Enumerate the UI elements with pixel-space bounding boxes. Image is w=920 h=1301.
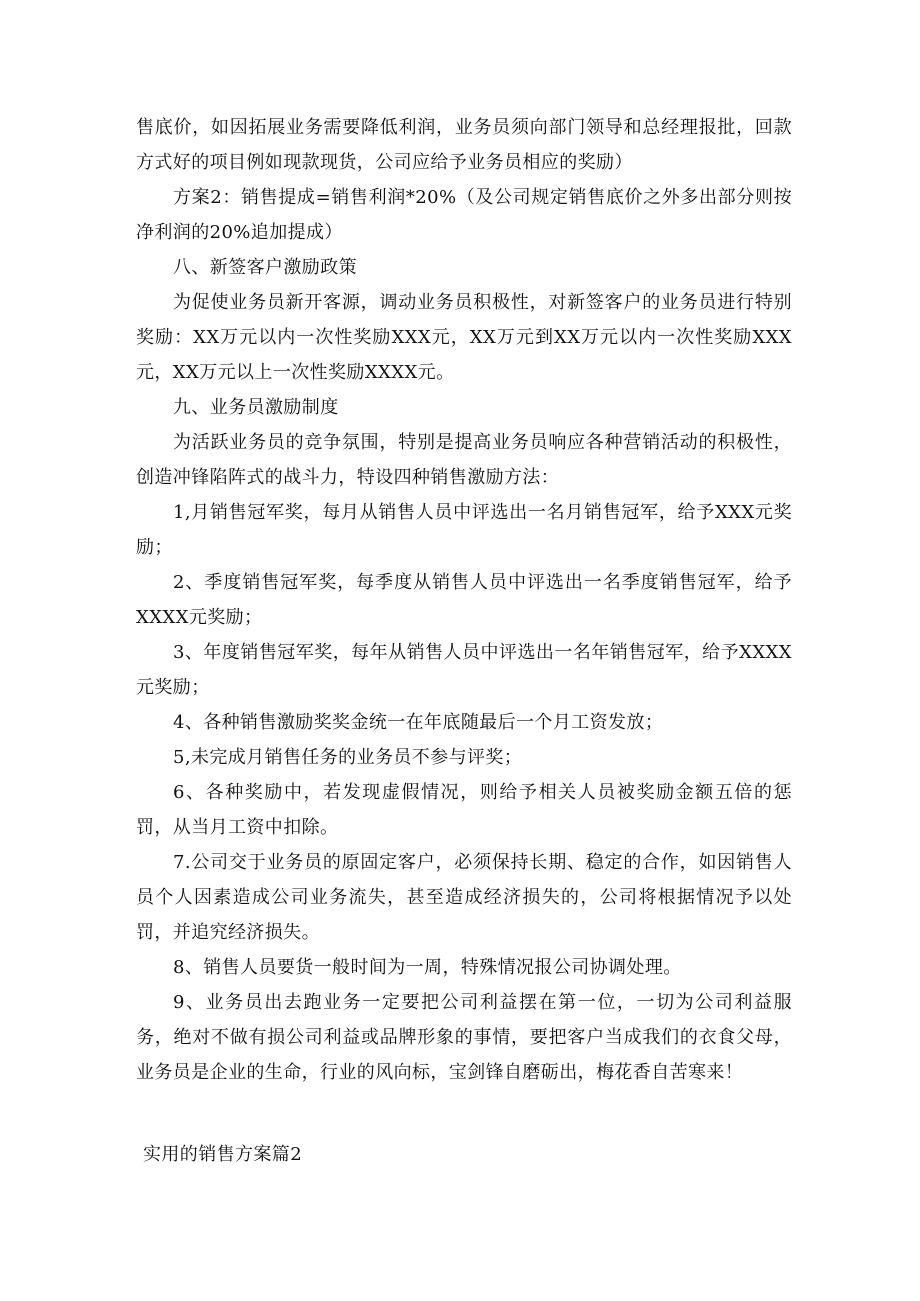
list-item-penalty: 6、各种奖励中，若发现虚假情况，则给予相关人员被奖励金额五倍的惩罚，从当月工资中扣除。 bbox=[136, 782, 792, 838]
heading-new-client-incentive: 八、新签客户激励政策 bbox=[173, 257, 357, 278]
list-item-monthly-champion: 1,月销售冠军奖，每月从销售人员中评选出一名月销售冠军，给予XXX元奖励； bbox=[136, 502, 792, 558]
list-item-company-interest: 9、业务员出去跑业务一定要把公司利益摆在第一位，一切为公司利益服务，绝对不做有损公司利益或品牌形象的事情，要把客户当成我们的衣食父母，业务员是企业的生命，行业的风向标，宝剑锋自磨砺出，梅花香自苦寒来！ bbox=[136, 992, 792, 1083]
list-item-quarterly-champion: 2、季度销售冠军奖，每季度从销售人员中评选出一名季度销售冠军，给予XXXX元奖励； bbox=[136, 572, 792, 628]
paragraph-new-client-reward: 为促使业务员新开客源，调动业务员积极性，对新签客户的业务员进行特别奖励：XX万元以内一次性奖励XXX元，XX万元到XX万元以内一次性奖励XXX元，XX万元以上一次性奖励XXXX元。 bbox=[136, 292, 792, 383]
heading-salesperson-incentive: 九、业务员激励制度 bbox=[173, 397, 339, 418]
list-item-annual-champion: 3、年度销售冠军奖，每年从销售人员中评选出一名年销售冠军，给予XXXX元奖励； bbox=[136, 642, 792, 698]
list-item-fixed-clients: 7.公司交于业务员的原固定客户，必须保持长期、稳定的合作，如因销售人员个人因素造成公司业务流失，甚至造成经济损失的，公司将根据情况予以处罚，并追究经济损失。 bbox=[136, 852, 792, 943]
paragraph-plan-2: 方案2：销售提成=销售利润*20%（及公司规定销售底价之外多出部分则按净利润的20%追加提成） bbox=[136, 187, 792, 243]
document-body bbox=[136, 110, 792, 1090]
paragraph-incentive-intro: 为活跃业务员的竞争氛围，特别是提高业务员响应各种营销活动的积极性，创造冲锋陷阵式的战斗力，特设四种销售激励方法： bbox=[136, 432, 792, 488]
list-item-bonus-payment: 4、各种销售激励奖奖金统一在年底随最后一个月工资发放； bbox=[173, 712, 664, 733]
section-title: 实用的销售方案篇2 bbox=[143, 1144, 303, 1165]
list-item-ineligible: 5,未完成月销售任务的业务员不参与评奖； bbox=[173, 747, 523, 768]
list-item-delivery-time: 8、销售人员要货一般时间为一周，特殊情况报公司协调处理。 bbox=[173, 957, 682, 978]
paragraph-continuation: 售底价，如因拓展业务需要降低利润，业务员须向部门领导和总经理报批，回款方式好的项目例如现款现货，公司应给予业务员相应的奖励） bbox=[136, 117, 792, 173]
